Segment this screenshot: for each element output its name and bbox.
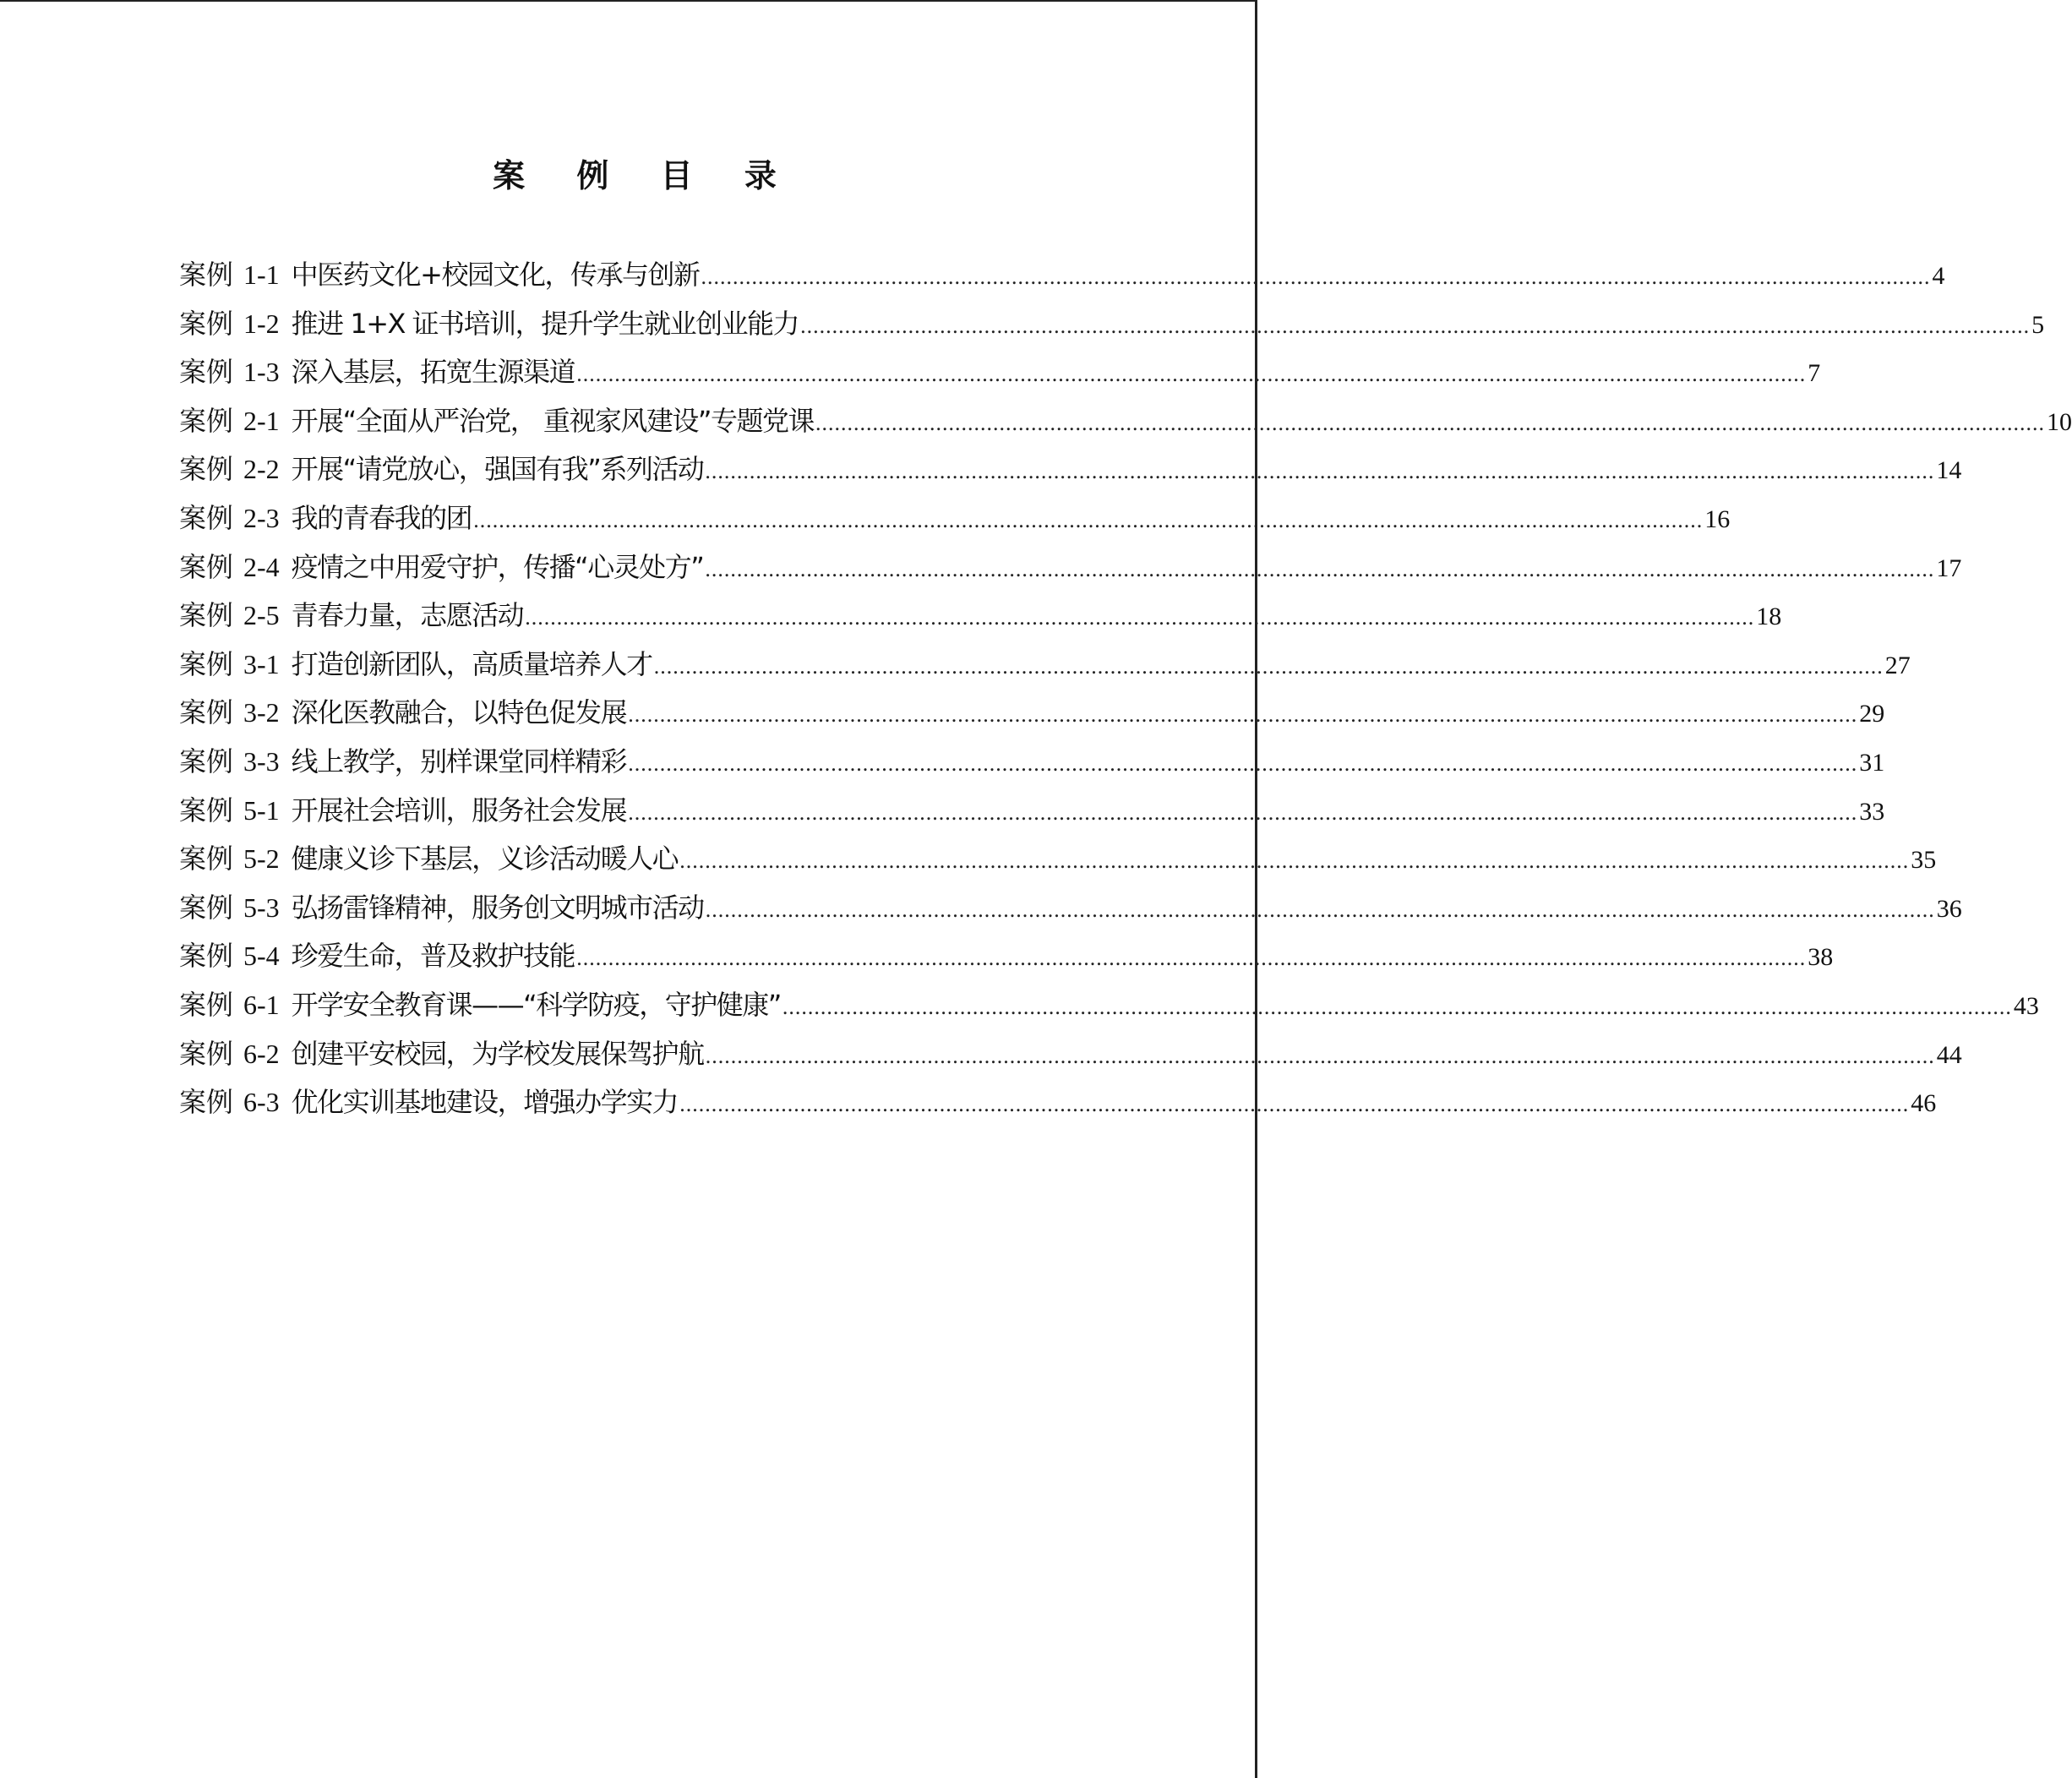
case-label: 案例 [179, 696, 234, 729]
page-number: 29 [1859, 700, 1885, 728]
dot-leader [626, 702, 1857, 728]
case-title: 弘扬雷锋精神，服务创文明城市活动 [291, 891, 704, 924]
case-title: 青春力量，志愿活动 [291, 599, 524, 632]
dot-leader [700, 265, 1931, 290]
page-number: 18 [1756, 603, 1782, 631]
page-number: 27 [1884, 651, 1911, 679]
dot-leader [704, 897, 1935, 923]
case-title: 推进 1+X 证书培训，提升学生就业创业能力 [291, 307, 799, 340]
page-top-border [0, 0, 1257, 2]
case-title: 健康义诊下基层，义诊活动暖人心 [291, 843, 679, 875]
case-title: 开展社会培训，服务社会发展 [291, 794, 627, 826]
page-number: 46 [1911, 1089, 1937, 1118]
dot-leader [472, 508, 1703, 533]
case-label: 案例 [179, 259, 234, 291]
case-number: 3-3 [243, 745, 280, 777]
case-number: 6-2 [243, 1038, 280, 1069]
toc-entry[interactable] [179, 1081, 1937, 1130]
case-number: 6-1 [243, 989, 280, 1020]
case-label: 案例 [179, 453, 234, 486]
page-number: 17 [1936, 554, 1962, 582]
page-number: 36 [1936, 894, 1962, 923]
dot-leader [704, 1044, 1935, 1069]
case-number: 6-3 [243, 1087, 280, 1118]
case-number: 2-2 [243, 454, 280, 485]
dot-leader [799, 314, 2030, 339]
case-label: 案例 [179, 744, 234, 777]
toc-entry[interactable] [179, 935, 1834, 984]
case-number: 5-3 [243, 892, 280, 923]
case-number: 5-2 [243, 843, 280, 875]
case-number: 1-1 [243, 259, 280, 290]
case-label: 案例 [179, 501, 234, 534]
page-number: 31 [1859, 748, 1885, 777]
case-label: 案例 [179, 794, 234, 826]
page-number: 43 [2013, 991, 2039, 1020]
toc-entry[interactable] [179, 546, 1962, 595]
dot-leader [703, 459, 1934, 484]
table-of-contents [179, 254, 2072, 1130]
toc-entry[interactable] [179, 448, 1962, 497]
page-number: 44 [1936, 1040, 1962, 1069]
toc-entry[interactable] [179, 303, 2045, 352]
case-number: 5-1 [243, 794, 280, 826]
case-title: 开展“请党放心，强国有我”系列活动 [291, 453, 704, 486]
case-title: 疫情之中用爱守护，传播“心灵处方” [291, 550, 704, 583]
page-number: 35 [1911, 846, 1937, 875]
case-label: 案例 [179, 940, 234, 973]
dot-leader [781, 995, 2012, 1020]
toc-entry[interactable] [179, 886, 1962, 935]
page-number: 7 [1808, 359, 1821, 388]
toc-entry[interactable] [179, 594, 1782, 643]
case-title: 珍爱生命，普及救护技能 [291, 940, 575, 973]
page-number: 4 [1932, 262, 1945, 290]
case-title: 我的青春我的团 [291, 501, 472, 534]
case-label: 案例 [179, 550, 234, 583]
dot-leader [652, 654, 1884, 679]
case-title: 线上教学，别样课堂同样精彩 [291, 744, 627, 777]
toc-entry[interactable] [179, 740, 1885, 789]
case-label: 案例 [179, 988, 234, 1021]
toc-entry[interactable] [179, 984, 2039, 1033]
page-number: 14 [1936, 456, 1962, 485]
case-label: 案例 [179, 307, 234, 340]
case-title: 中医药文化+校园文化，传承与创新 [291, 259, 700, 291]
case-label: 案例 [179, 843, 234, 875]
toc-entry[interactable] [179, 351, 1821, 400]
case-number: 2-1 [243, 405, 280, 436]
dot-leader [523, 605, 1754, 630]
case-title: 深入基层，拓宽生源渠道 [291, 356, 575, 389]
case-title: 开展“全面从严治党， 重视家风建设”专题党课 [291, 404, 815, 437]
case-label: 案例 [179, 891, 234, 924]
toc-entry[interactable] [179, 691, 1885, 740]
case-title: 打造创新团队，高质量培养人才 [291, 647, 652, 680]
page-number: 38 [1808, 943, 1834, 972]
case-title: 开学安全教育课——“科学防疫，守护健康” [291, 988, 781, 1021]
toc-entry[interactable] [179, 254, 1945, 303]
case-number: 2-5 [243, 600, 280, 631]
page-number: 10 [2047, 407, 2072, 436]
dot-leader [814, 411, 2045, 436]
toc-entry[interactable] [179, 643, 1911, 692]
case-label: 案例 [179, 647, 234, 680]
case-number: 1-2 [243, 308, 280, 339]
case-number: 2-3 [243, 502, 280, 533]
page-title: 案 例 目 录 [493, 157, 797, 194]
dot-leader [703, 557, 1934, 582]
dot-leader [575, 946, 1806, 971]
case-label: 案例 [179, 356, 234, 389]
toc-entry[interactable] [179, 837, 1937, 886]
case-title: 优化实训基地建设，增强办学实力 [291, 1086, 679, 1119]
dot-leader [678, 1092, 1909, 1117]
case-number: 5-4 [243, 941, 280, 972]
toc-entry[interactable] [179, 789, 1885, 838]
dot-leader [626, 800, 1857, 826]
dot-leader [575, 362, 1806, 387]
case-number: 3-1 [243, 648, 280, 679]
case-label: 案例 [179, 1086, 234, 1119]
toc-entry[interactable] [179, 1033, 1962, 1082]
case-number: 3-2 [243, 697, 280, 728]
page-number: 5 [2031, 310, 2045, 339]
case-label: 案例 [179, 1037, 234, 1070]
case-label: 案例 [179, 404, 234, 437]
dot-leader [678, 848, 1909, 874]
case-number: 2-4 [243, 551, 280, 582]
case-number: 1-3 [243, 357, 280, 388]
case-title: 深化医教融合，以特色促发展 [291, 696, 627, 729]
case-label: 案例 [179, 599, 234, 632]
page-number: 33 [1859, 797, 1885, 826]
case-title: 创建平安校园，为学校发展保驾护航 [291, 1037, 704, 1070]
toc-entry[interactable] [179, 497, 1731, 546]
page-number: 16 [1704, 504, 1731, 533]
toc-entry[interactable] [179, 400, 2072, 449]
dot-leader [626, 751, 1857, 777]
